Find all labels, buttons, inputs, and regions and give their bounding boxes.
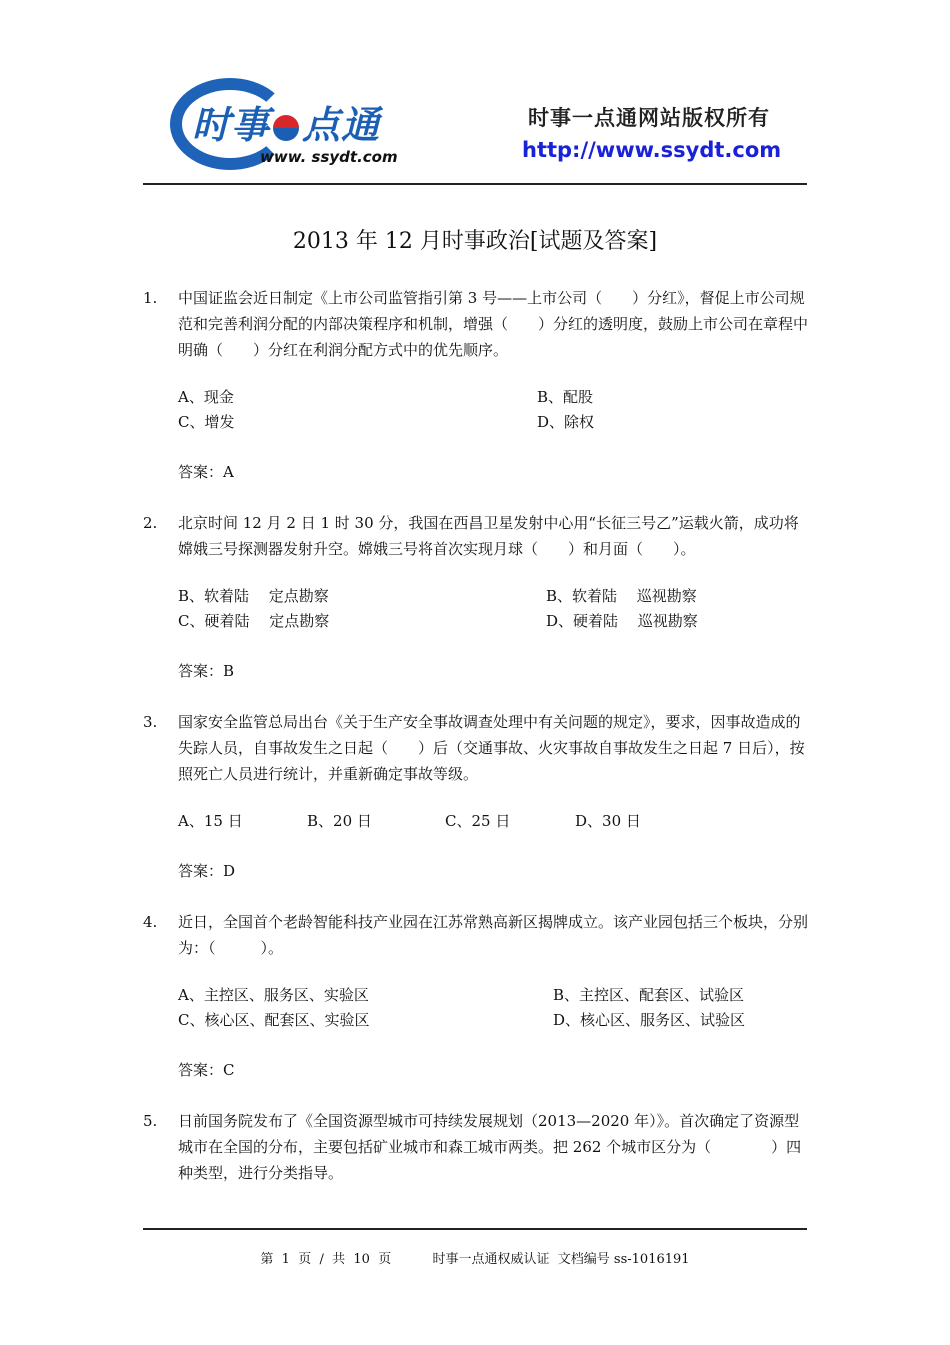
footer-divider [143, 1228, 807, 1230]
option-a: B、软着陆 定点勘察 [178, 587, 329, 605]
option-a: A、15 日 [178, 812, 243, 830]
option-b: B、配股 [537, 388, 594, 406]
answer: 答案：C [178, 1061, 235, 1079]
question-stem: 北京时间 12 月 2 日 1 时 30 分，我国在西昌卫星发射中心用“长征三号乙”运载火箭，成功将嫦娥三号探测器发射升空。嫦娥三号将首次实现月球（ ）和月面（ ）。 [178, 514, 799, 558]
copyright-notice: 时事一点通网站版权所有 [528, 106, 770, 130]
ssydt-logo [170, 76, 438, 172]
question-stem: 中国证监会近日制定《上市公司监管指引第 3 号——上市公司（ ）分红》，督促上市公司规范和完善利润分配的内部决策程序和机制，增强（ ）分红的透明度，鼓励上市公司在章程中明确（ ）分红在利润分配方式中的优先顺序。 [178, 289, 809, 359]
answer: 答案：A [178, 463, 234, 481]
option-c: C、25 日 [445, 812, 511, 830]
question-number: 3. [143, 713, 158, 731]
answer: 答案：D [178, 862, 236, 880]
option-d: D、核心区、服务区、试验区 [553, 1011, 746, 1029]
option-c: C、增发 [178, 413, 235, 431]
option-b: B、软着陆 巡视勘察 [546, 587, 697, 605]
option-c: C、硬着陆 定点勘察 [178, 612, 330, 630]
question-4 [143, 909, 809, 961]
logo-dot-icon [273, 115, 299, 141]
question-stem: 近日，全国首个老龄智能科技产业园在江苏常熟高新区揭牌成立。该产业园包括三个板块，分别为：（ ）。 [178, 913, 809, 957]
option-a: A、主控区、服务区、实验区 [178, 986, 369, 1004]
question-stem: 国家安全监管总局出台《关于生产安全事故调查处理中有关问题的规定》，要求，因事故造成的失踪人员，自事故发生之日起（ ）后（交通事故、火灾事故自事故发生之日起 7 日后），按照死亡人员进行统计，并重新确定事故等级。 [178, 713, 805, 783]
page-title: 2013 年 12 月时事政治[试题及答案] [292, 229, 658, 254]
question-stem: 日前国务院发布了《全国资源型城市可持续发展规划（2013—2020 年）》。首次确定了资源型城市在全国的分布，主要包括矿业城市和森工城市两类。把 262 个城市区分为（ ）四种类型，进行分类指导。 [178, 1112, 802, 1182]
question-1 [143, 285, 809, 363]
question-number: 4. [143, 913, 158, 931]
option-d: D、除权 [537, 413, 595, 431]
header-divider [143, 183, 807, 185]
option-c: C、核心区、配套区、实验区 [178, 1011, 370, 1029]
question-2 [143, 510, 809, 562]
logo-wordmark: 时事 点通 [192, 103, 381, 147]
site-link[interactable]: http://www.ssydt.com [522, 138, 782, 162]
option-a: A、现金 [178, 388, 234, 406]
question-3 [143, 709, 809, 787]
page-footer: 第 1 页 / 共 10 页 时事一点通权威认证 文档编号 ss-1016191 [260, 1252, 690, 1267]
option-d: D、硬着陆 巡视勘察 [546, 612, 698, 630]
question-number: 1. [143, 289, 158, 307]
question-number: 2. [143, 514, 158, 532]
option-d: D、30 日 [575, 812, 641, 830]
question-number: 5. [143, 1112, 158, 1130]
logo-url: www. ssydt.com [260, 148, 398, 166]
answer: 答案：B [178, 662, 235, 680]
question-5 [143, 1108, 809, 1186]
option-b: B、20 日 [307, 812, 372, 830]
option-b: B、主控区、配套区、试验区 [553, 986, 745, 1004]
